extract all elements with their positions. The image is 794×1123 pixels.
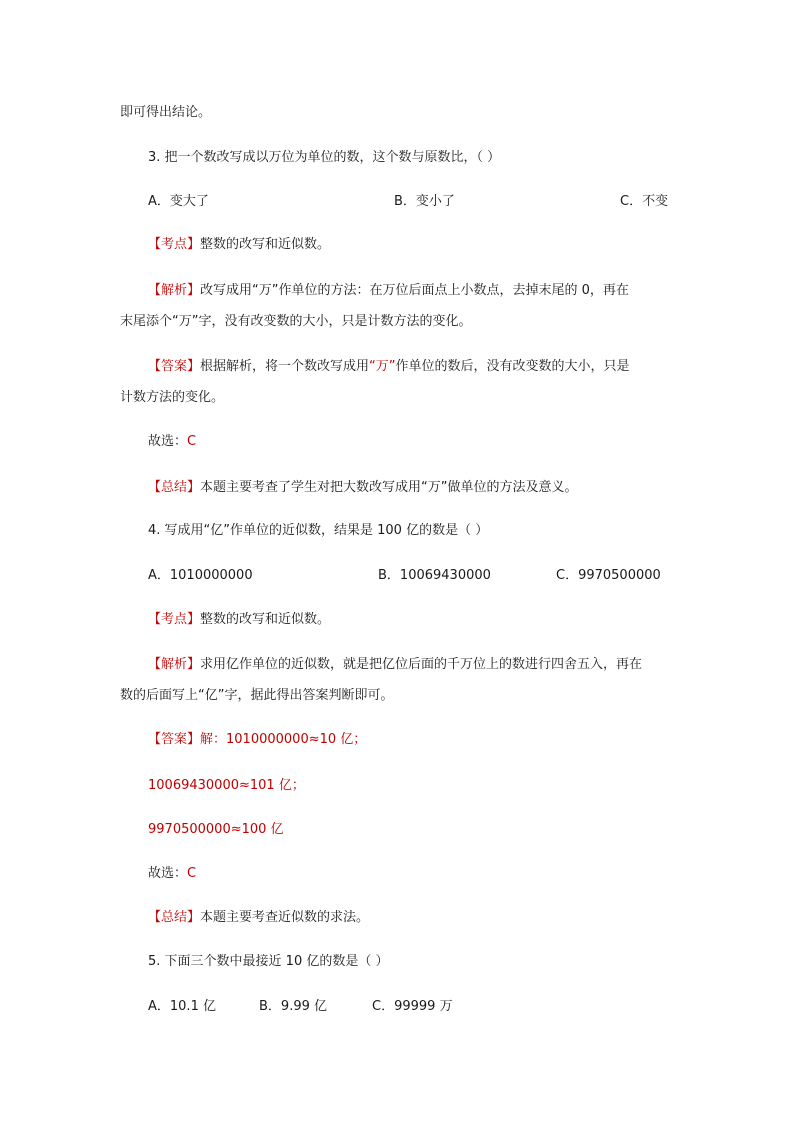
q3-jiexi-line-1 bbox=[148, 282, 629, 300]
guxuan-label: 故选： bbox=[148, 434, 188, 449]
kaodian-text: 整数的改写和近似数。 bbox=[200, 237, 331, 252]
q4-option-c: C．9970500000 bbox=[556, 568, 661, 583]
daan-tag: 【答案】 bbox=[148, 732, 201, 747]
q4-daan-line-1 bbox=[148, 731, 366, 749]
q4-jiexi-line-2: 数的后面写上“亿”字，据此得出答案判断即可。 bbox=[120, 688, 394, 703]
jiexi-tag: 【解析】 bbox=[148, 283, 201, 298]
q3-zongjie bbox=[148, 479, 578, 497]
guxuan-value: C bbox=[187, 434, 197, 449]
daan-text-a: 根据解析，将一个数改写成用 bbox=[200, 359, 370, 374]
q3-option-a: A．变大了 bbox=[148, 194, 209, 209]
q4-daan-line-2: 10069430000≈101 亿； bbox=[148, 778, 305, 793]
question-3: 3. 把一个数改写成以万位为单位的数，这个数与原数比，（ ） bbox=[148, 150, 501, 165]
text-line: 即可得出结论。 bbox=[120, 105, 212, 120]
zongjie-text: 本题主要考查近似数的求法。 bbox=[200, 910, 370, 925]
q3-daan-line-1 bbox=[148, 358, 630, 376]
guxuan-label: 故选： bbox=[148, 866, 188, 881]
q4-option-b: B．10069430000 bbox=[378, 568, 491, 583]
zongjie-text: 本题主要考查了学生对把大数改写成用“万”做单位的方法及意义。 bbox=[200, 480, 578, 495]
q5-option-a: A．10.1 亿 bbox=[148, 999, 216, 1014]
daan-text-c: 作单位的数后，没有改变数的大小，只是 bbox=[395, 359, 630, 374]
zongjie-tag: 【总结】 bbox=[148, 910, 201, 925]
q4-guxuan bbox=[148, 865, 196, 883]
daan-text-wan: “万” bbox=[369, 359, 396, 374]
q4-jiexi-line-1 bbox=[148, 656, 642, 674]
q5-option-b: B．9.99 亿 bbox=[259, 999, 327, 1014]
question-4: 4. 写成用“亿”作单位的近似数，结果是 100 亿的数是（ ） bbox=[148, 523, 489, 538]
q4-option-a: A．1010000000 bbox=[148, 568, 253, 583]
question-5: 5. 下面三个数中最接近 10 亿的数是（ ） bbox=[148, 954, 389, 969]
jiexi-text: 求用亿作单位的近似数，就是把亿位后面的千万位上的数进行四舍五入，再在 bbox=[200, 657, 643, 672]
kaodian-text: 整数的改写和近似数。 bbox=[200, 612, 331, 627]
q3-kaodian bbox=[148, 236, 330, 254]
q3-jiexi-line-2: 末尾添个“万”字，没有改变数的大小，只是计数方法的变化。 bbox=[120, 314, 472, 329]
q4-kaodian bbox=[148, 611, 330, 629]
q4-zongjie bbox=[148, 909, 369, 927]
kaodian-tag: 【考点】 bbox=[148, 237, 201, 252]
q3-daan-line-2: 计数方法的变化。 bbox=[120, 390, 225, 405]
q3-guxuan bbox=[148, 433, 196, 451]
q5-option-c: C．99999 万 bbox=[372, 999, 453, 1014]
jiexi-tag: 【解析】 bbox=[148, 657, 201, 672]
zongjie-tag: 【总结】 bbox=[148, 480, 201, 495]
guxuan-value: C bbox=[187, 866, 197, 881]
q3-option-c: C．不变 bbox=[620, 194, 669, 209]
q4-daan-line-3: 9970500000≈100 亿 bbox=[148, 822, 284, 837]
q3-option-b: B．变小了 bbox=[394, 194, 455, 209]
kaodian-tag: 【考点】 bbox=[148, 612, 201, 627]
daan-text: 解：1010000000≈10 亿； bbox=[200, 732, 367, 747]
daan-tag: 【答案】 bbox=[148, 359, 201, 374]
jiexi-text: 改写成用“万”作单位的方法：在万位后面点上小数点，去掉末尾的 0，再在 bbox=[200, 283, 629, 298]
